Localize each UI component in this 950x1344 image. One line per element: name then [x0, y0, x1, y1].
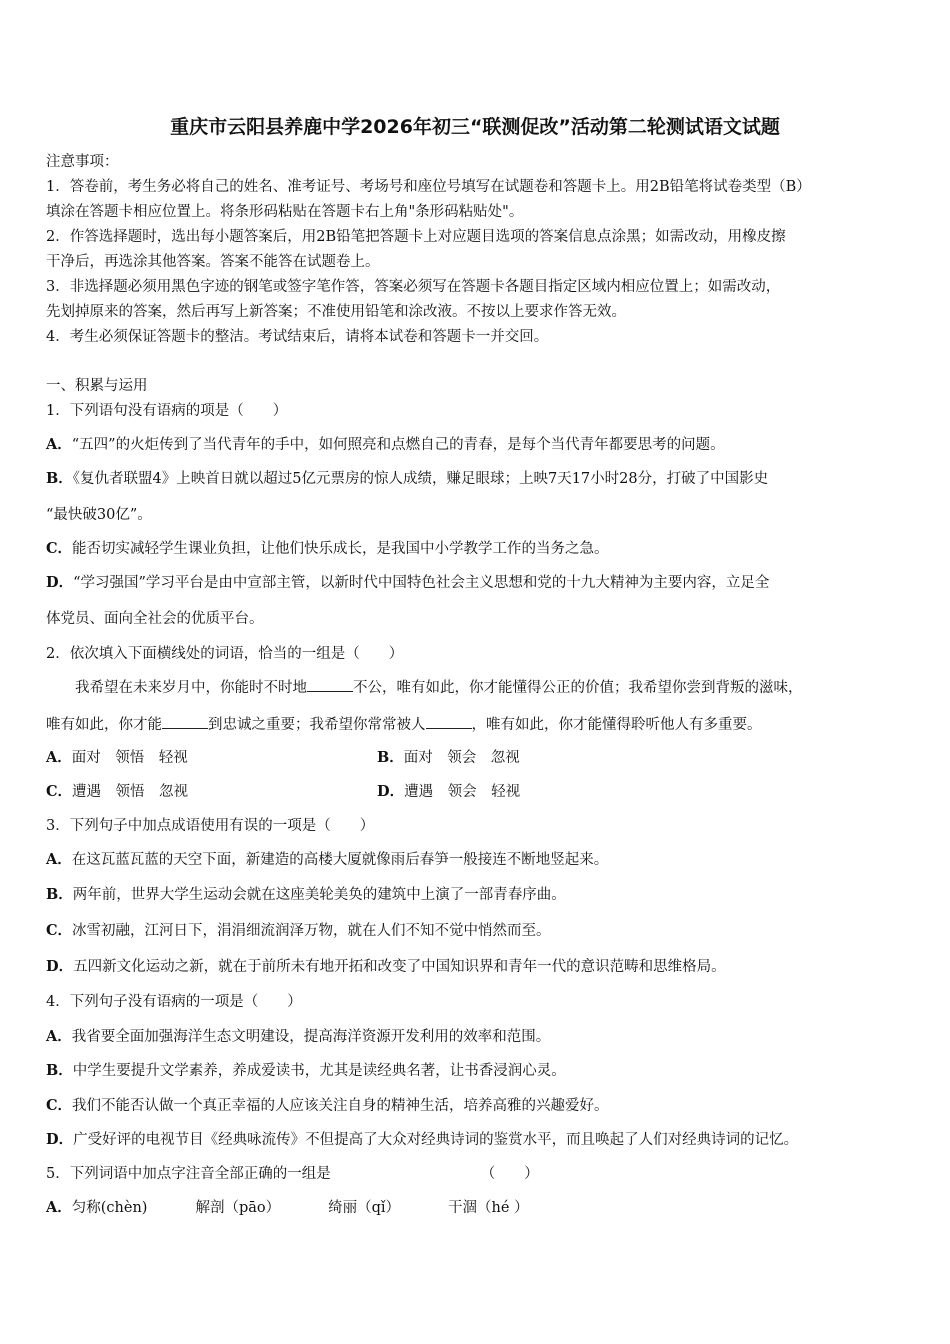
option-line [46, 435, 725, 455]
option-line [46, 782, 188, 802]
option-letter: D． [46, 574, 74, 591]
option-letter: C． [46, 540, 73, 557]
option-letter: C． [46, 1097, 73, 1114]
option-line [46, 539, 609, 559]
option-letter: A． [46, 436, 72, 453]
option-letter: D． [46, 1131, 74, 1148]
fill-blank [162, 714, 208, 729]
option-text: 《复仇者联盟4》上映首日就以超过5亿元票房的惊人成绩，赚足眼球；上映7天17小时28分，打破了中国影史 [72, 471, 769, 487]
fill-blank [426, 714, 472, 729]
option-letter: A． [46, 749, 72, 766]
question-stem: 3．下列句子中加点成语使用有误的一项是（ ） [46, 818, 375, 834]
section-heading: 一、积累与运用 [46, 378, 148, 394]
page-title: 重庆市云阳县养鹿中学2026年初三“联测促改”活动第二轮测试语文试题 [170, 116, 780, 138]
option-text: 遭遇 领悟 忽视 [72, 784, 189, 800]
option-letter: B． [46, 886, 73, 903]
option-text: 中学生要提升文学素养，养成爱读书，尤其是读经典名著，让书香浸润心灵。 [72, 1063, 566, 1079]
option-continuation: “最快破30亿”。 [46, 507, 152, 523]
question-stem: 1．下列语句没有语病的项是（ ） [46, 403, 288, 419]
option-text: 面对 领会 忽视 [403, 750, 520, 766]
question-stem: 5．下列词语中加点字注音全部正确的一组是 （ ） [46, 1166, 539, 1182]
option-word: 匀称(chèn) [71, 1200, 148, 1216]
passage-line: 我希望在未来岁月中，你能时不时地 不公，唯有如此，你才能懂得公正的价值；我希望你尝到背叛的滋味， [46, 677, 803, 698]
option-line [46, 1198, 529, 1218]
answer-paren: （ ） [480, 1166, 539, 1182]
option-line [377, 748, 520, 768]
fill-blank [307, 677, 353, 692]
option-line [46, 957, 726, 977]
option-letter: A． [46, 1199, 72, 1216]
option-line [46, 1061, 566, 1081]
notice-line: 1．答卷前，考生务必将自己的姓名、准考证号、考场号和座位号填写在试题卷和答题卡上。用2B铅笔将试卷类型（B） [46, 179, 811, 195]
option-line [377, 782, 520, 802]
option-line [46, 748, 188, 768]
question-stem: 4．下列句子没有语病的一项是（ ） [46, 994, 302, 1010]
option-letter: D． [377, 783, 405, 800]
notice-line: 填涂在答题卡相应位置上。将条形码粘贴在答题卡右上角"条形码粘贴处"。 [46, 204, 524, 220]
option-letter: B． [46, 1062, 73, 1079]
passage-line: 唯有如此，你才能 到忠诚之重要；我希望你常常被人 ，唯有如此，你才能懂得聆听他人有多重要。 [46, 714, 762, 735]
option-text: 能否切实减轻学生课业负担，让他们快乐成长，是我国中小学教学工作的当务之急。 [72, 541, 609, 557]
notice-line: 4．考生必须保证答题卡的整洁。考试结束后，请将本试卷和答题卡一并交回。 [46, 329, 549, 345]
option-text: 冰雪初融，江河日下，涓涓细流润泽万物，就在人们不知不觉中悄然而至。 [72, 923, 551, 939]
option-text: “学习强国”学习平台是由中宣部主管，以新时代中国特色社会主义思想和党的十九大精神为主要内容，立足全 [73, 575, 770, 591]
option-text: 五四新文化运动之新，就在于前所未有地开拓和改变了中国知识界和青年一代的意识范畴和思维格局。 [73, 959, 726, 975]
option-text: 我省要全面加强海洋生态文明建设，提高海洋资源开发利用的效率和范围。 [71, 1029, 551, 1045]
option-word: 干涸（hé ） [448, 1200, 529, 1216]
option-line [46, 885, 566, 905]
option-letter: A． [46, 1028, 72, 1045]
option-letter: C． [46, 783, 73, 800]
option-continuation: 体党员、面向全社会的优质平台。 [46, 611, 264, 627]
option-letter: D． [46, 958, 74, 975]
option-word: 解剖（pāo） [195, 1200, 281, 1216]
option-line [46, 850, 608, 870]
option-line [46, 1130, 798, 1150]
question-stem: 2．依次填入下面横线处的词语，恰当的一组是（ ） [46, 646, 404, 662]
option-line [46, 1096, 609, 1116]
option-word: 绮丽（qǐ） [328, 1200, 401, 1216]
notice-line: 干净后，再选涂其他答案。答案不能答在试题卷上。 [46, 254, 380, 270]
option-line [46, 469, 768, 489]
option-text: 广受好评的电视节目《经典咏流传》不但提高了大众对经典诗词的鉴赏水平，而且唤起了人们对经典诗词的记忆。 [73, 1132, 799, 1148]
option-text: 面对 领悟 轻视 [71, 750, 188, 766]
option-text: 在这瓦蓝瓦蓝的天空下面，新建造的高楼大厦就像雨后春笋一般接连不断地竖起来。 [71, 852, 609, 868]
option-text: 我们不能否认做一个真正幸福的人应该关注自身的精神生活，培养高雅的兴趣爱好。 [72, 1098, 609, 1114]
option-letter: A． [46, 851, 72, 868]
notice-line: 先划掉原来的答案，然后再写上新答案；不准使用铅笔和涂改液。不按以上要求作答无效。 [46, 304, 626, 320]
option-text: 两年前，世界大学生运动会就在这座美轮美奂的建筑中上演了一部青春序曲。 [72, 887, 566, 903]
option-text: “五四”的火炬传到了当代青年的手中，如何照亮和点燃自己的青春，是每个当代青年都要思考的问题。 [71, 437, 725, 453]
option-line [46, 921, 551, 941]
option-letter: B． [46, 470, 73, 487]
notice-line: 2．作答选择题时，选出每小题答案后，用2B铅笔把答题卡上对应题目选项的答案信息点涂黑；如需改动，用橡皮擦 [46, 229, 786, 245]
option-text: 遭遇 领会 轻视 [404, 784, 521, 800]
option-letter: C． [46, 922, 73, 939]
notice-line: 3．非选择题必须用黑色字迹的钢笔或签字笔作答，答案必须写在答题卡各题目指定区域内相应位置上；如需改动， [46, 279, 781, 295]
notice-heading: 注意事项： [46, 154, 119, 170]
option-line [46, 573, 769, 593]
option-letter: B． [377, 749, 404, 766]
option-line [46, 1027, 550, 1047]
